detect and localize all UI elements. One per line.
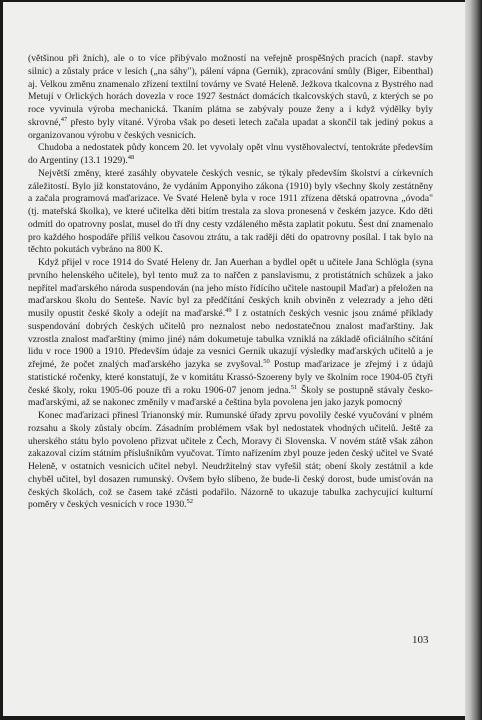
paragraph: Když přijel v roce 1914 do Svaté Heleny dr. Jan Auerhan a bydlel opět u učitele Jana Schlögla (syna prvního helenského učitele), byl tento muž za to nařčen z panslavismu, z protistátních schůzek a jako nepřítel maďarského národa suspendován (na jeho místo řídícího učitele nastoupil Maďar) a přeložen na maďarskou školu do Senteše. Navíc byl za předčítání českých knih obviněn z velezrady a jeho děti musily opustit české školy a odejít na maďarské.$^{49}$ I z ostatních českých vesnic jsou známé příklady suspendování dobrých českých učitelů pro neznalost nebo nedostatečnou znalost maďarštiny. Jak vzrostla znalost maďarštiny (mimo jiné) nám dokumetuje tabulka vzniklá na základě oficiálního sčítání lidu v roce 1900 a 1910. Především údaje za vesnici Gernik ukazují výsledky maďarských učitelů a je zřejmé, že počet znalých maďarského jazyka se zvyšoval.$^{50}$ Postup maďarizace je zřejmý i z údajů statistické ročenky, které konstatují, že v komitátu Krassó-Szoereny byly ve školním roce 1904-05 čtyři české školy, roku 1905-06 pouze tři a roku 1906-07 jenom jedna.$^{51}$ Školy se postupně stávaly česko-maďarskými, až se nakonec změnily v maďarské a čeština byla povolena jen jako jazyk pomocný: [28, 257, 433, 409]
body-text: [28, 53, 433, 512]
footnote-marker: 51: [290, 383, 298, 391]
footnote-marker: 47: [60, 115, 68, 123]
footnote-marker: 52: [186, 498, 194, 506]
paragraph: Největší změny, které zasáhly obyvatele českých vesnic, se týkaly především školství a církevních záležitostí. Bylo již konstatováno, že vydáním Apponyiho zákona (1910) byly všechny školy zestátněny a začala programová maďarizace. Ve Svaté Heleně byla v roce 1911 zřízena dětská opatrovna „óvoda" (tj. mateřská školka), ve které učitelka děti bitím trestala za slova pronesená v českém jazyce. Kdo děti odmítl do opatrovny poslat, musel do tří dny cesty vzdáleného města zaplatit pokutu. Šest dní znamenalo pro každého hospodáře příliš velkou časovou ztrátu, a tak raději děti do opatrovny posílal. I tak bylo na těchto pokutách vybráno na 800 K.: [28, 167, 433, 256]
footnote-marker: 49: [225, 307, 232, 314]
footnote-marker: 48: [127, 154, 135, 161]
page-edge-shadow: [465, 0, 482, 720]
footnote-marker: 50: [263, 358, 270, 365]
paragraph: (většinou při žních), ale o to více přibývalo možností na veřejně prospěšných pracích (např. stavby silnic) a zůstaly práce v lesích („na sáhy"), pálení vápna (Gernik), zpracování smůly (Biger, Eibenthal) aj. Velkou změnu znamenalo zřízení textilní továrny ve Svaté Heleně. Ježkova tkalcovna z Bystrého nad Metují v Orlických horách dovezla v roce 1927 šestnáct domácích tkalcovských stavů, z kterých se po roce vyvinula výroba mechanická. Tkaním plátna se zabývaly pouze ženy a i když výdělky byly skrovné,$^{47}$ přesto byly vítané. Výroba však po deseti letech začala upadat a skončil tak jediný pokus a organizovanou výrobu v českých vesnicích.: [28, 53, 433, 141]
paragraph: Konec maďarizaci přinesl Trianonský mír. Rumunské úřady zprvu povolily české vyučování v plném rozsahu a školy zůstaly obcím. Zásadním problémem však byl nedostatek vhodných učitelů. Ještě za uherského státu bylo povoleno přizvat učitele z Čech, Moravy či Slovenska. V novém státě však záhon zakazoval cizím státním příslušníkům vyučovat. Tímto nařízením zbyl pouze jeden český učitel ve Svaté Heleně, v ostatních vesnicích učitel nebyl. Neudržitelný stav vyřešil stát; obení školy zestátnil a kde chyběl učitel, byl dosazen rumunský. Ovšem było slíbeno, že bude-li český dorost, bude umisťován na českých školách, což se časem také zčásti podařilo. Názorně to ukazuje tabulka zachycující kulturní poměry v českých vesnicích v roce 1930.52: [28, 410, 433, 511]
paragraph: Chudoba a nedostatek půdy koncem 20. let vyvolaly opět vlnu vystěhovalectví, tentokráte především do Argentiny (13.1 1929).$^{48}$: [28, 142, 433, 166]
page-number: 103: [412, 634, 429, 646]
